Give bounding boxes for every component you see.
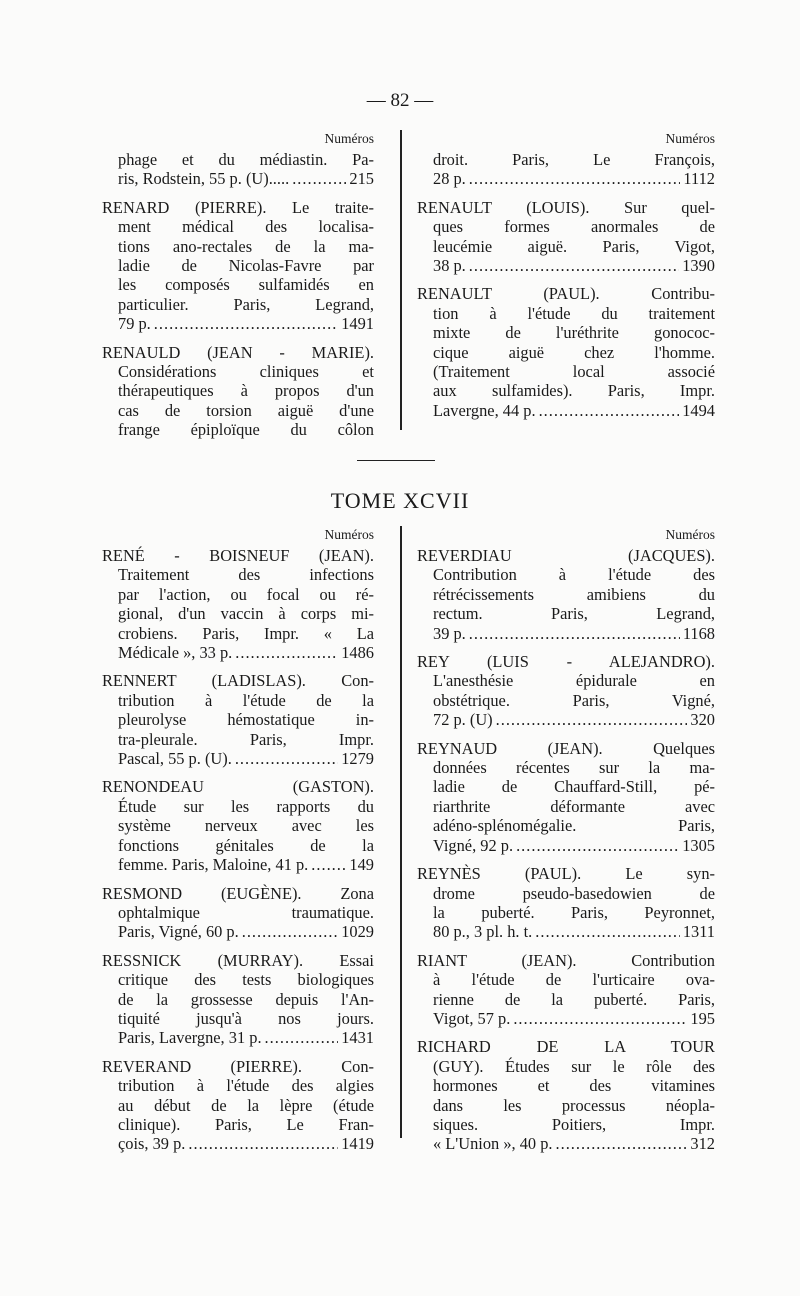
entry-line: ladie de Chauffard-Still, pé- <box>433 777 715 797</box>
entry-line: ladie de Nicolas-Favre par <box>118 256 374 276</box>
entry-line: siques. Poitiers, Impr. <box>433 1114 715 1134</box>
entry-line: drome pseudo-basedowien de <box>433 883 715 903</box>
tome-title: TOME XCVII <box>330 488 470 513</box>
bibliography-entry <box>102 951 374 1048</box>
leader-dots <box>242 922 338 941</box>
entry-line: particulier. Paris, Legrand, <box>118 294 374 314</box>
entry-heading-line: REVERAND (PIERRE). Con- <box>102 1056 374 1076</box>
entry-line: système nerveux avec les <box>118 816 374 836</box>
numeros-header: Numéros <box>665 131 715 146</box>
entry-line: les composés sulfamidés en <box>118 275 374 295</box>
entry-line: à l'étude de l'urticaire ova- <box>433 970 715 990</box>
leader-dots <box>188 1134 338 1153</box>
entry-number: 1491 <box>341 314 374 334</box>
entry-line: riarthrite déformante avec <box>433 796 715 816</box>
entry-heading-line: REVERDIAU (JACQUES). <box>417 546 715 565</box>
entry-text: 72 p. (U) <box>433 710 493 730</box>
leader-dots <box>535 922 680 941</box>
entry-number: 1419 <box>341 1134 374 1154</box>
entry-line: ques formes anormales de <box>433 217 715 237</box>
entry-line: par l'action, ou focal ou ré- <box>118 584 374 604</box>
bibliography-entry <box>417 652 715 730</box>
entry-text: 80 p., 3 pl. h. t. <box>433 922 533 942</box>
bibliography-entry <box>102 343 374 440</box>
entry-text: 38 p. <box>433 256 466 276</box>
leader-dots <box>556 1134 688 1153</box>
bibliography-entry <box>417 546 715 643</box>
entry-text: Médicale », 33 p. <box>118 643 233 663</box>
entry-final-line <box>102 749 374 768</box>
entry-line: Étude sur les rapports du <box>118 796 374 816</box>
leader-dots <box>516 836 679 855</box>
entry-number: 1486 <box>341 643 374 663</box>
entry-line: Contribution à l'étude des <box>433 565 715 585</box>
entry-heading-line: REYNAUD (JEAN). Quelques <box>417 738 715 758</box>
leader-dots <box>469 624 680 643</box>
entry-line: leucémie aiguë. Paris, Vigot, <box>433 236 715 256</box>
leader-dots <box>469 256 679 275</box>
entry-final-line <box>102 1134 374 1153</box>
entry-final-line <box>417 169 715 188</box>
entry-line: aux sulfamides). Paris, Impr. <box>433 381 715 401</box>
entry-line: cique aiguë chez l'homme. <box>433 342 715 362</box>
entry-text: Pascal, 55 p. (U). <box>118 749 232 769</box>
entry-heading-line: RENARD (PIERRE). Le traite- <box>102 197 374 217</box>
bibliography-entry <box>417 739 715 855</box>
bibliography-entry <box>417 150 715 189</box>
entry-final-line <box>102 1028 374 1047</box>
entry-final-line <box>417 401 715 420</box>
section-divider <box>357 460 435 461</box>
bibliography-entry <box>102 1057 374 1154</box>
entry-heading-line: REYNÈS (PAUL). Le syn- <box>417 864 715 884</box>
bottom-left-column <box>102 524 374 1163</box>
entry-number: 312 <box>690 1134 715 1154</box>
leader-dots <box>496 710 688 729</box>
entry-line: rectum. Paris, Legrand, <box>433 604 715 624</box>
entry-number: 1390 <box>682 256 715 276</box>
leader-dots <box>154 314 338 333</box>
entry-line: tion à l'étude du traitement <box>433 303 715 323</box>
entry-line: droit. Paris, Le François, <box>433 150 715 169</box>
entry-line: gional, d'un vaccin à corps mi- <box>118 604 374 624</box>
entry-text: Paris, Lavergne, 31 p. <box>118 1028 262 1048</box>
entry-number: 1311 <box>682 922 715 942</box>
entry-heading-line: RENAULD (JEAN - MARIE). <box>102 342 374 362</box>
entry-final-line <box>417 710 715 729</box>
bottom-section <box>80 524 740 1154</box>
entry-text: 28 p. <box>433 169 466 189</box>
bibliography-entry <box>417 1037 715 1153</box>
entry-number: 1112 <box>683 169 715 189</box>
entry-final-line <box>102 314 374 333</box>
leader-dots <box>513 1009 687 1028</box>
entry-line: tribution à l'étude des algies <box>118 1076 374 1096</box>
bibliography-entry <box>102 671 374 768</box>
entry-number: 1431 <box>341 1028 374 1048</box>
entry-final-line <box>102 922 374 941</box>
leader-dots <box>292 169 346 188</box>
entry-heading-line: RENONDEAU (GASTON). <box>102 777 374 797</box>
entry-final-line <box>102 643 374 662</box>
entry-line: rétrécissements amibiens du <box>433 584 715 604</box>
bibliography-entry <box>417 198 715 276</box>
entry-line: adéno-splénomégalie. Paris, <box>433 816 715 836</box>
entry-line: données récentes sur la ma- <box>433 758 715 778</box>
entry-number: 195 <box>690 1008 715 1028</box>
entry-text: ris, Rodstein, 55 p. (U)..... <box>118 169 290 189</box>
entry-line: mixte de l'uréthrite gonococ- <box>433 323 715 343</box>
leader-dots <box>235 643 338 662</box>
entry-heading-line: RENAULT (LOUIS). Sur quel- <box>417 197 715 217</box>
entry-line: tiquité jusqu'à nos jours. <box>118 1008 374 1028</box>
entry-text: Lavergne, 44 p. <box>433 400 536 420</box>
entry-line: L'anesthésie épidurale en <box>433 671 715 691</box>
entry-line: cas de torsion aiguë d'une <box>118 400 374 420</box>
entry-heading-line: RIANT (JEAN). Contribution <box>417 950 715 970</box>
column-divider <box>400 526 402 1138</box>
entry-number: 1494 <box>682 400 715 420</box>
entry-line: tra-pleurale. Paris, Impr. <box>118 729 374 749</box>
entry-text: femme. Paris, Maloine, 41 p. <box>118 855 309 875</box>
entry-final-line <box>417 256 715 275</box>
top-section <box>80 128 740 440</box>
numeros-header: Numéros <box>324 131 374 146</box>
entry-line: crobiens. Paris, Impr. « La <box>118 623 374 643</box>
entry-line: ment médical des localisa- <box>118 217 374 237</box>
entry-final-line <box>102 855 374 874</box>
numeros-header: Numéros <box>324 527 374 542</box>
bibliography-entry <box>417 864 715 942</box>
entry-line: tribution à l'étude de la <box>118 690 374 710</box>
bibliography-entry <box>417 951 715 1029</box>
numeros-header: Numéros <box>665 527 715 542</box>
bibliography-entry <box>102 777 374 874</box>
entry-line: Traitement des infections <box>118 565 374 585</box>
entry-line: clinique). Paris, Le Fran- <box>118 1114 374 1134</box>
entry-number: 1168 <box>682 623 715 643</box>
page-number: — 82 — <box>366 90 434 111</box>
entry-text: Vigot, 57 p. <box>433 1008 511 1028</box>
entry-final-line <box>102 169 374 188</box>
entry-line: thérapeutiques à propos d'un <box>118 381 374 401</box>
entry-line: rienne de la puberté. Paris, <box>433 989 715 1009</box>
entry-text: « L'Union », 40 p. <box>433 1134 553 1154</box>
entry-line: la puberté. Paris, Peyronnet, <box>433 902 715 922</box>
entry-line: tions ano-rectales de la ma- <box>118 236 374 256</box>
entry-heading-line: RENÉ - BOISNEUF (JEAN). <box>102 546 374 565</box>
entry-final-line <box>417 1009 715 1028</box>
entry-number: 1305 <box>682 835 715 855</box>
entry-number: 215 <box>349 169 374 189</box>
entry-line: phage et du médiastin. Pa- <box>118 150 374 169</box>
bibliography-entry <box>102 546 374 662</box>
leader-dots <box>311 855 346 874</box>
entry-heading-line: RESMOND (EUGÈNE). Zona <box>102 883 374 903</box>
entry-text: 79 p. <box>118 314 151 334</box>
entry-number: 1029 <box>341 922 374 942</box>
entry-line: hormones et des vitamines <box>433 1076 715 1096</box>
entry-line: obstétrique. Paris, Vigné, <box>433 690 715 710</box>
bottom-right-column <box>417 524 715 1163</box>
entry-number: 320 <box>690 710 715 730</box>
entry-heading-line: RESSNICK (MURRAY). Essai <box>102 950 374 970</box>
bibliography-entry <box>102 884 374 942</box>
leader-dots <box>539 401 680 420</box>
bibliography-entry <box>102 150 374 189</box>
leader-dots <box>235 749 338 768</box>
entry-heading-line: RENNERT (LADISLAS). Con- <box>102 671 374 691</box>
entry-final-line <box>417 922 715 941</box>
entry-text: Vigné, 92 p. <box>433 835 514 855</box>
bibliography-entry <box>417 284 715 420</box>
entry-text: Paris, Vigné, 60 p. <box>118 922 239 942</box>
column-divider <box>400 130 402 430</box>
leader-dots <box>469 169 681 188</box>
entry-text: 39 p. <box>433 623 466 643</box>
entry-line: (GUY). Études sur le rôle des <box>433 1056 715 1076</box>
entry-line: ophtalmique traumatique. <box>118 902 374 922</box>
entry-line: critique des tests biologiques <box>118 970 374 990</box>
entry-number: 149 <box>349 855 374 875</box>
entry-heading-line: REY (LUIS - ALEJANDRO). <box>417 652 715 672</box>
entry-final-line <box>417 1134 715 1153</box>
entry-number: 1279 <box>341 749 374 769</box>
entry-heading-line: RICHARD DE LA TOUR <box>417 1037 715 1057</box>
entry-line: dans les processus néopla- <box>433 1095 715 1115</box>
bibliography-entry <box>102 198 374 334</box>
entry-final-line <box>417 624 715 643</box>
leader-dots <box>265 1028 339 1047</box>
entry-line: fonctions génitales de la <box>118 835 374 855</box>
entry-line: pleurolyse hémostatique in- <box>118 710 374 730</box>
entry-line: frange épiploïque du côlon <box>118 420 374 440</box>
entry-heading-line: RENAULT (PAUL). Contribu- <box>417 284 715 304</box>
entry-line: Considérations cliniques et <box>118 362 374 382</box>
entry-text: çois, 39 p. <box>118 1134 186 1154</box>
entry-line: au début de la lèpre (étude <box>118 1095 374 1115</box>
entry-final-line <box>417 836 715 855</box>
top-left-column <box>102 128 374 449</box>
entry-line: (Traitement local associé <box>433 362 715 382</box>
entry-line: de la grossesse depuis l'An- <box>118 989 374 1009</box>
top-right-column <box>417 128 715 429</box>
